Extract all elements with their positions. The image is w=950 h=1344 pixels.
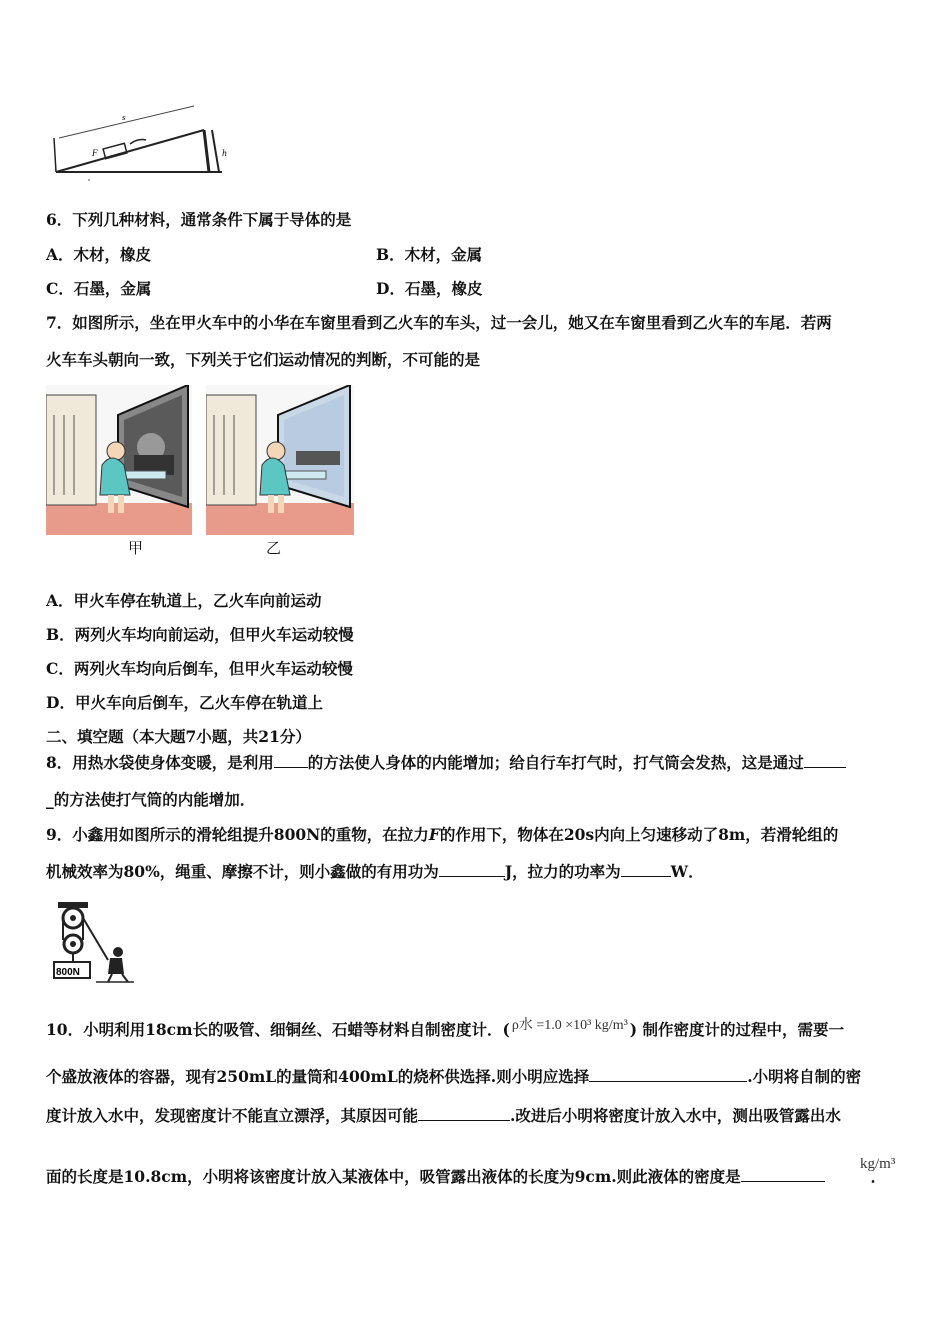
q10-line1-a: 10．小明利用18cm长的吸管、细铜丝、石蜡等材料自制密度计．( [46, 1020, 510, 1039]
caption-jia: 甲 [128, 539, 144, 557]
q9-line2 [46, 862, 704, 882]
svg-text:h: h [222, 149, 228, 158]
pulley-figure [46, 900, 136, 985]
q6-option-d: D．石墨，橡皮 [376, 279, 483, 298]
q10-line4 [46, 1167, 886, 1187]
q7-option-c: C．两列火车均向后倒车，但甲火车运动较慢 [46, 659, 353, 678]
train-illustration-left [46, 385, 192, 535]
q10-blank-2 [418, 1106, 510, 1121]
q9-line1-a: 9．小鑫用如图所示的滑轮组提升800N的重物，在拉力 [46, 825, 429, 844]
q10-blank-1 [589, 1067, 747, 1082]
inclined-plane-figure [44, 100, 234, 185]
svg-text:s: s [122, 114, 126, 122]
q10-blank-3 [741, 1167, 825, 1182]
q7-option-a: A．甲火车停在轨道上，乙火车向前运动 [46, 591, 322, 610]
q10-line2-a: 个盛放液体的容器，现有250mL的量筒和400mL的烧杯供选择.则小明应选择 [46, 1067, 590, 1086]
q7-stem-line2: 火车车头朝向一致，下列关于它们运动情况的判断，不可能的是 [46, 350, 481, 369]
train-illustration-right [206, 385, 354, 535]
q7-stem-line1: 7．如图所示，坐在甲火车中的小华在车窗里看到乙火车的车头，过一会儿，她又在车窗里看到乙火车的车尾．若两 [46, 313, 832, 332]
q10-line4-a: 面的长度是10.8cm，小明将该密度计放入某液体中，吸管露出液体的长度为9cm.则此液体的密度是 [46, 1167, 741, 1186]
caption-yi: 乙 [266, 539, 282, 557]
q9-line1 [46, 825, 838, 845]
q10-line3 [46, 1106, 841, 1126]
q7-option-b: B．两列火车均向前运动，但甲火车运动较慢 [46, 625, 354, 644]
pulley-weight-label: 800N [56, 967, 80, 978]
section2-title: 二、填空题（本大题7小题，共21分） [46, 727, 311, 746]
q10-line2-b: .小明将自制的密 [747, 1067, 862, 1086]
q9-blank-1 [439, 862, 505, 877]
q10-line3-b: .改进后小明将密度计放入水中，测出吸管露出水 [510, 1106, 841, 1125]
q9-force-symbol: F [428, 825, 440, 844]
q8-line1-a: 8．用热水袋使身体变暖，是利用 [46, 753, 274, 772]
q9-line2-c: W． [670, 862, 704, 881]
q7-option-d: D．甲火车向后倒车，乙火车停在轨道上 [46, 693, 323, 712]
q8-line2: _的方法使打气筒的内能增加． [46, 790, 256, 809]
q6-option-c: C．石墨，金属 [46, 279, 152, 298]
q6-option-b: B．木材，金属 [376, 245, 483, 264]
q6-option-a: A．木材，橡皮 [46, 245, 152, 264]
q10-line4-b: ． [870, 1167, 887, 1186]
q10-line1 [46, 1016, 844, 1040]
q9-blank-2 [621, 862, 671, 877]
q9-line2-b: J，拉力的功率为 [504, 862, 621, 881]
q10-line1-b: ) 制作密度计的过程中，需要一 [629, 1020, 845, 1039]
q8-blank-1 [274, 753, 308, 768]
q8-blank-2 [804, 753, 846, 768]
density-unit: kg/m³ [860, 1156, 896, 1172]
water-density-formula: ρ水 =1.0 ×10³ kg/m³ [511, 1018, 628, 1033]
q9-line2-a: 机械效率为80%，绳重、摩擦不计，则小鑫做的有用功为 [46, 862, 439, 881]
q10-line2 [46, 1067, 861, 1087]
q10-line3-a: 度计放入水中，发现密度计不能直立漂浮，其原因可能 [46, 1106, 419, 1125]
q8-line1-b: 的方法使人身体的内能增加；给自行车打气时，打气筒会发热，这是通过 [307, 753, 804, 772]
q8-line1 [46, 753, 846, 773]
svg-text:F: F [92, 148, 98, 158]
q9-line1-b: 的作用下，物体在20s内向上匀速移动了8m，若滑轮组的 [439, 825, 839, 844]
q6-stem: 6．下列几种材料，通常条件下属于导体的是 [46, 210, 352, 229]
